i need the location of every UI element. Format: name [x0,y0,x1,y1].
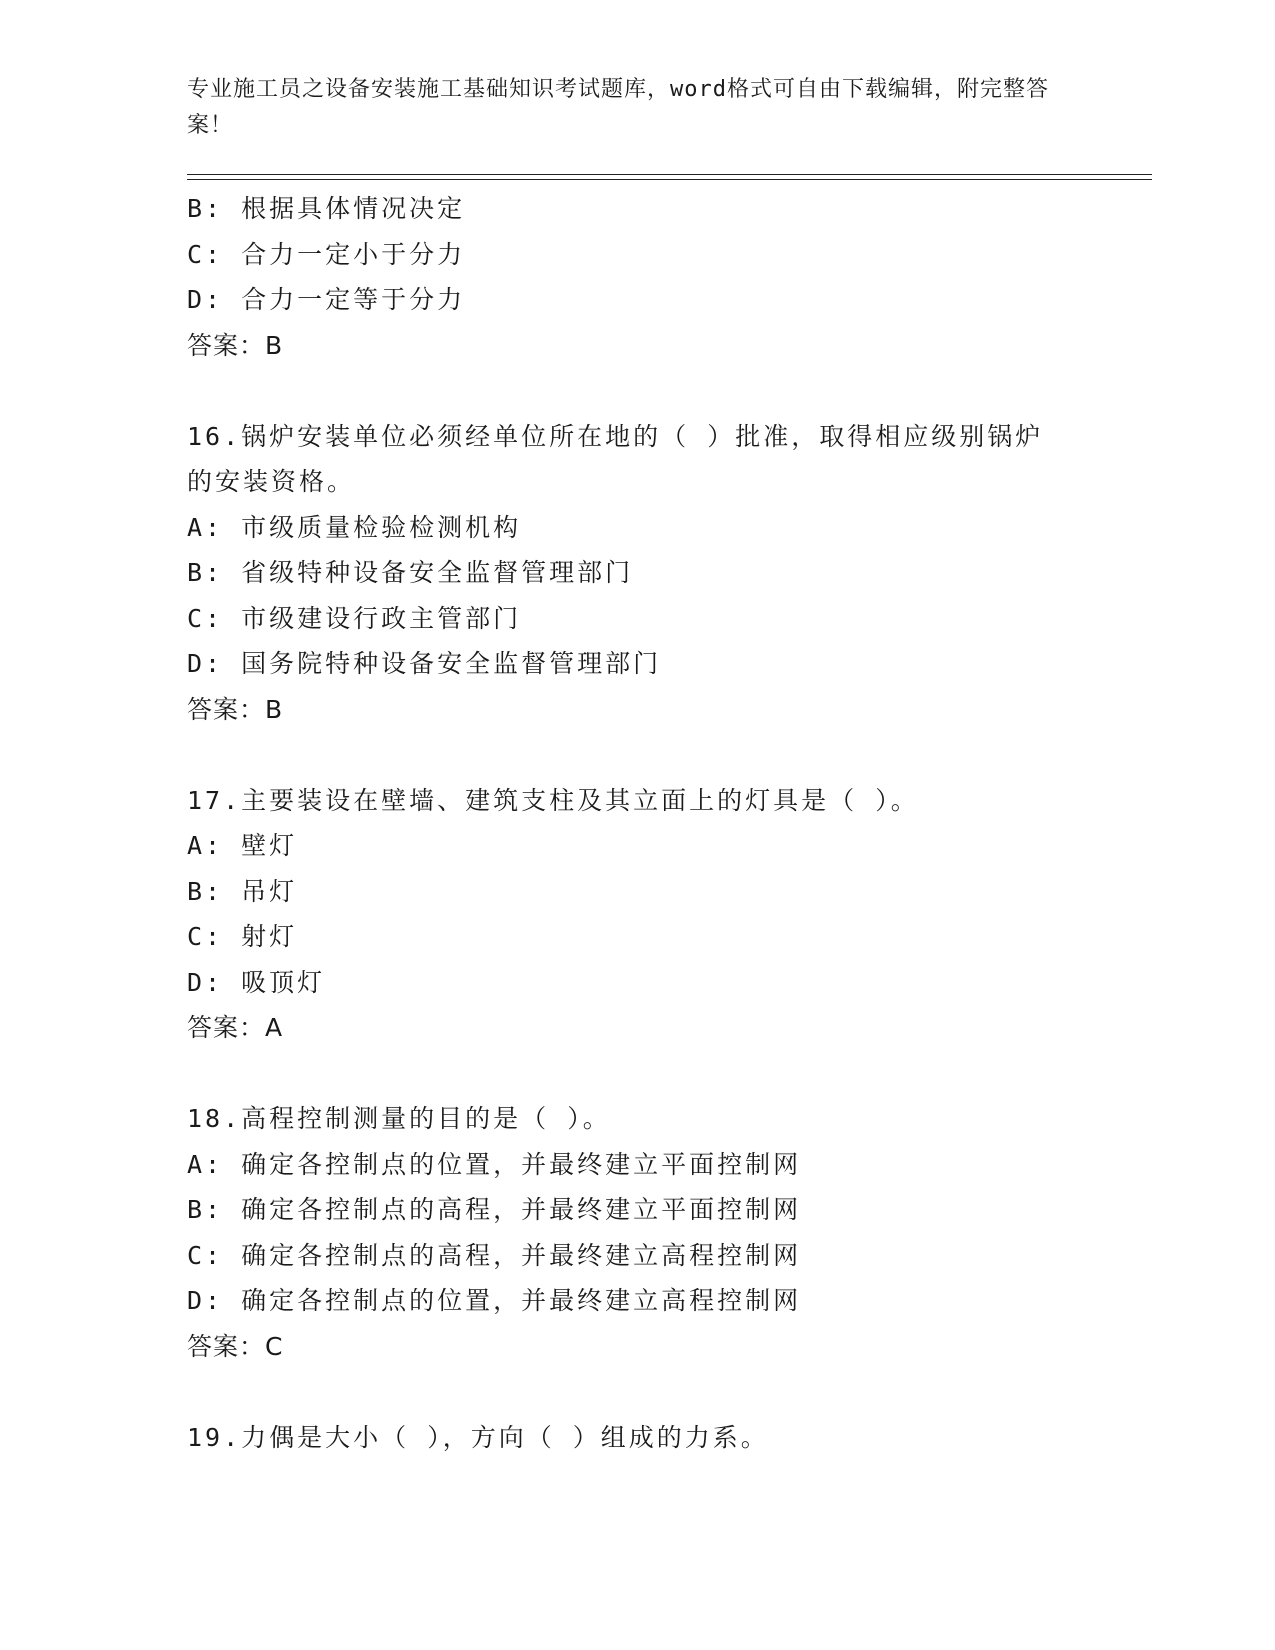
question-carry-over [187,186,1087,368]
option-d: D: 国务院特种设备安全监督管理部门 [187,649,662,678]
header-divider-top [187,174,1152,175]
question-stem: 18.高程控制测量的目的是（ ）。 [187,1104,611,1133]
question-18 [187,1096,1087,1369]
answer-line: 答案：A [187,1013,284,1042]
option-d: D: 确定各控制点的位置，并最终建立高程控制网 [187,1286,802,1315]
option-c: C: 市级建设行政主管部门 [187,603,522,633]
question-stem: 17.主要装设在壁墙、建筑支柱及其立面上的灯具是（ ）。 [187,785,919,815]
option-a: A: 确定各控制点的位置，并最终建立平面控制网 [187,1149,802,1179]
option-b: B: 根据具体情况决定 [187,194,466,223]
answer-line: 答案：C [187,1331,284,1361]
question-stem-cont: 的安装资格。 [187,467,356,496]
option-c: C: 合力一定小于分力 [187,239,466,269]
answer-line: 答案：B [187,694,284,724]
question-stem: 19.力偶是大小（ ），方向（ ）组成的力系。 [187,1422,769,1452]
question-19 [187,1415,1087,1461]
answer-line: 答案：B [187,330,284,360]
option-b: B: 省级特种设备安全监督管理部门 [187,558,634,587]
option-c: C: 确定各控制点的高程，并最终建立高程控制网 [187,1240,802,1270]
option-b: B: 确定各控制点的高程，并最终建立平面控制网 [187,1195,802,1224]
option-c: C: 射灯 [187,922,298,951]
option-a: A: 市级质量检验检测机构 [187,512,522,542]
question-list [187,186,1087,1460]
question-stem: 16.锅炉安装单位必须经单位所在地的（ ）批准，取得相应级别锅炉 [187,421,1044,451]
question-16 [187,414,1087,733]
option-b: B: 吊灯 [187,876,298,906]
question-17 [187,778,1087,1051]
document-header: 专业施工员之设备安装施工基础知识考试题库，word格式可自由下载编辑，附完整答案！ [187,77,1049,138]
option-d: D: 合力一定等于分力 [187,285,466,314]
option-d: D: 吸顶灯 [187,967,326,997]
option-a: A: 壁灯 [187,831,298,860]
header-divider-bottom [187,179,1152,180]
